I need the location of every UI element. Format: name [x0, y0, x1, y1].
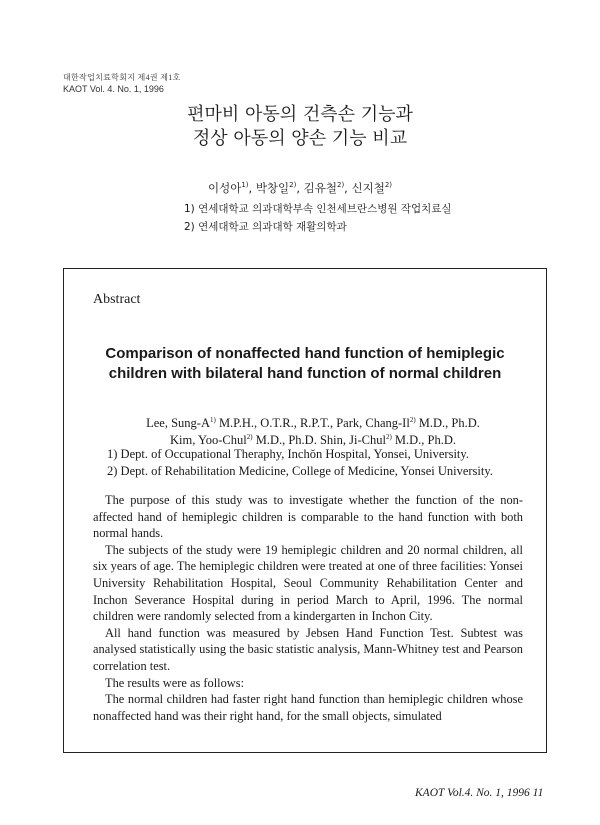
korean-title-line-1: 편마비 아동의 건측손 기능과: [187, 104, 413, 125]
korean-affiliation-2: 2) 연세대학교 의과대학 재활의학과: [184, 221, 347, 233]
author-degrees: M.D., Ph.D.: [415, 416, 480, 431]
english-title-line-2: children with bilateral hand function of normal children: [108, 365, 502, 382]
abstract-paragraph: The normal children had faster right hand function than hemiplegic children whose nonaffected hand was their right hand, for the small objects, simulated: [93, 692, 523, 723]
author-name: 이성아: [208, 181, 242, 195]
author-degrees: M.D., Ph.D. Shin, Ji-Chul: [252, 433, 386, 448]
abstract-paragraph: The results were as follows:: [105, 675, 245, 690]
author-affiliation-mark: 2): [409, 416, 416, 424]
author-degrees: M.D., Ph.D.: [391, 433, 457, 448]
abstract-paragraph: The subjects of the study were 19 hemiplegic children and 20 normal children, all six years of age. The hemiplegic children were treated at one of three facilities: Yonsei University Rehabilitation Hospital, Seoul Community Rehabilitation Center and Inchon Severance Hospital during in period March to April, 1996. The normal children were randomly selected from a kindergarten in Inchon City.: [93, 542, 523, 624]
author-affiliation-mark: 2): [289, 181, 297, 190]
author-name: 박창일: [255, 181, 290, 195]
english-affiliation-1: 1) Dept. of Occupational Theraphy, Inchŏn Hospital, Yonsei, University.: [107, 447, 469, 461]
author-degrees: M.P.H., O.T.R., R.P.T., Park, Chang-Il: [215, 416, 410, 431]
author-name: 김유철: [303, 181, 337, 195]
abstract-paragraph: All hand function was measured by Jebsen Hand Function Test. Subtest was analysed statistically using the basic statistic analysis, Mann-Whitney test and Pearson correlation test.: [93, 625, 523, 673]
author-affiliation-mark: 1): [241, 181, 249, 190]
author-affiliation-mark: 2): [385, 433, 392, 441]
english-title-line-1: Comparison of nonaffected hand function of hemiplegic: [105, 345, 505, 362]
journal-header-english: KAOT Vol. 4. No. 1, 1996: [63, 84, 164, 94]
english-affiliation-2: 2) Dept. of Rehabilitation Medicine, College of Medicine, Yonsei University.: [107, 464, 493, 478]
author-affiliation-mark: 1): [209, 416, 216, 424]
author-affiliation-mark: 2): [246, 433, 253, 441]
abstract-paragraph: The purpose of this study was to investigate whether the function of the non-affected hand of hemiplegic children is comparable to the hand function with both normal hands.: [93, 493, 523, 541]
author-name: Kim, Yoo-Chul: [169, 433, 247, 448]
page-footer: KAOT Vol.4. No. 1, 1996 11: [415, 787, 544, 799]
korean-title-line-2: 정상 아동의 양손 기능 비교: [192, 128, 408, 149]
abstract-body: [93, 492, 523, 724]
abstract-heading: Abstract: [93, 292, 141, 307]
author-affiliation-mark: 2): [336, 181, 345, 190]
author-name: 신지철: [351, 181, 385, 195]
author-affiliation-mark: 2): [384, 181, 392, 190]
journal-header-korean: 대한작업치료학회지 제4권 제1호: [63, 73, 181, 82]
korean-authors: 이성아$^{1)}$, 박창일$^{2)}$, 김유철$^{2)}$, 신지철$^{2)}$: [208, 181, 392, 195]
author-name: Lee, Sung-A: [146, 416, 210, 431]
korean-affiliation-1: 1) 연세대학교 의과대학부속 인천세브란스병원 작업치료실: [184, 203, 452, 215]
